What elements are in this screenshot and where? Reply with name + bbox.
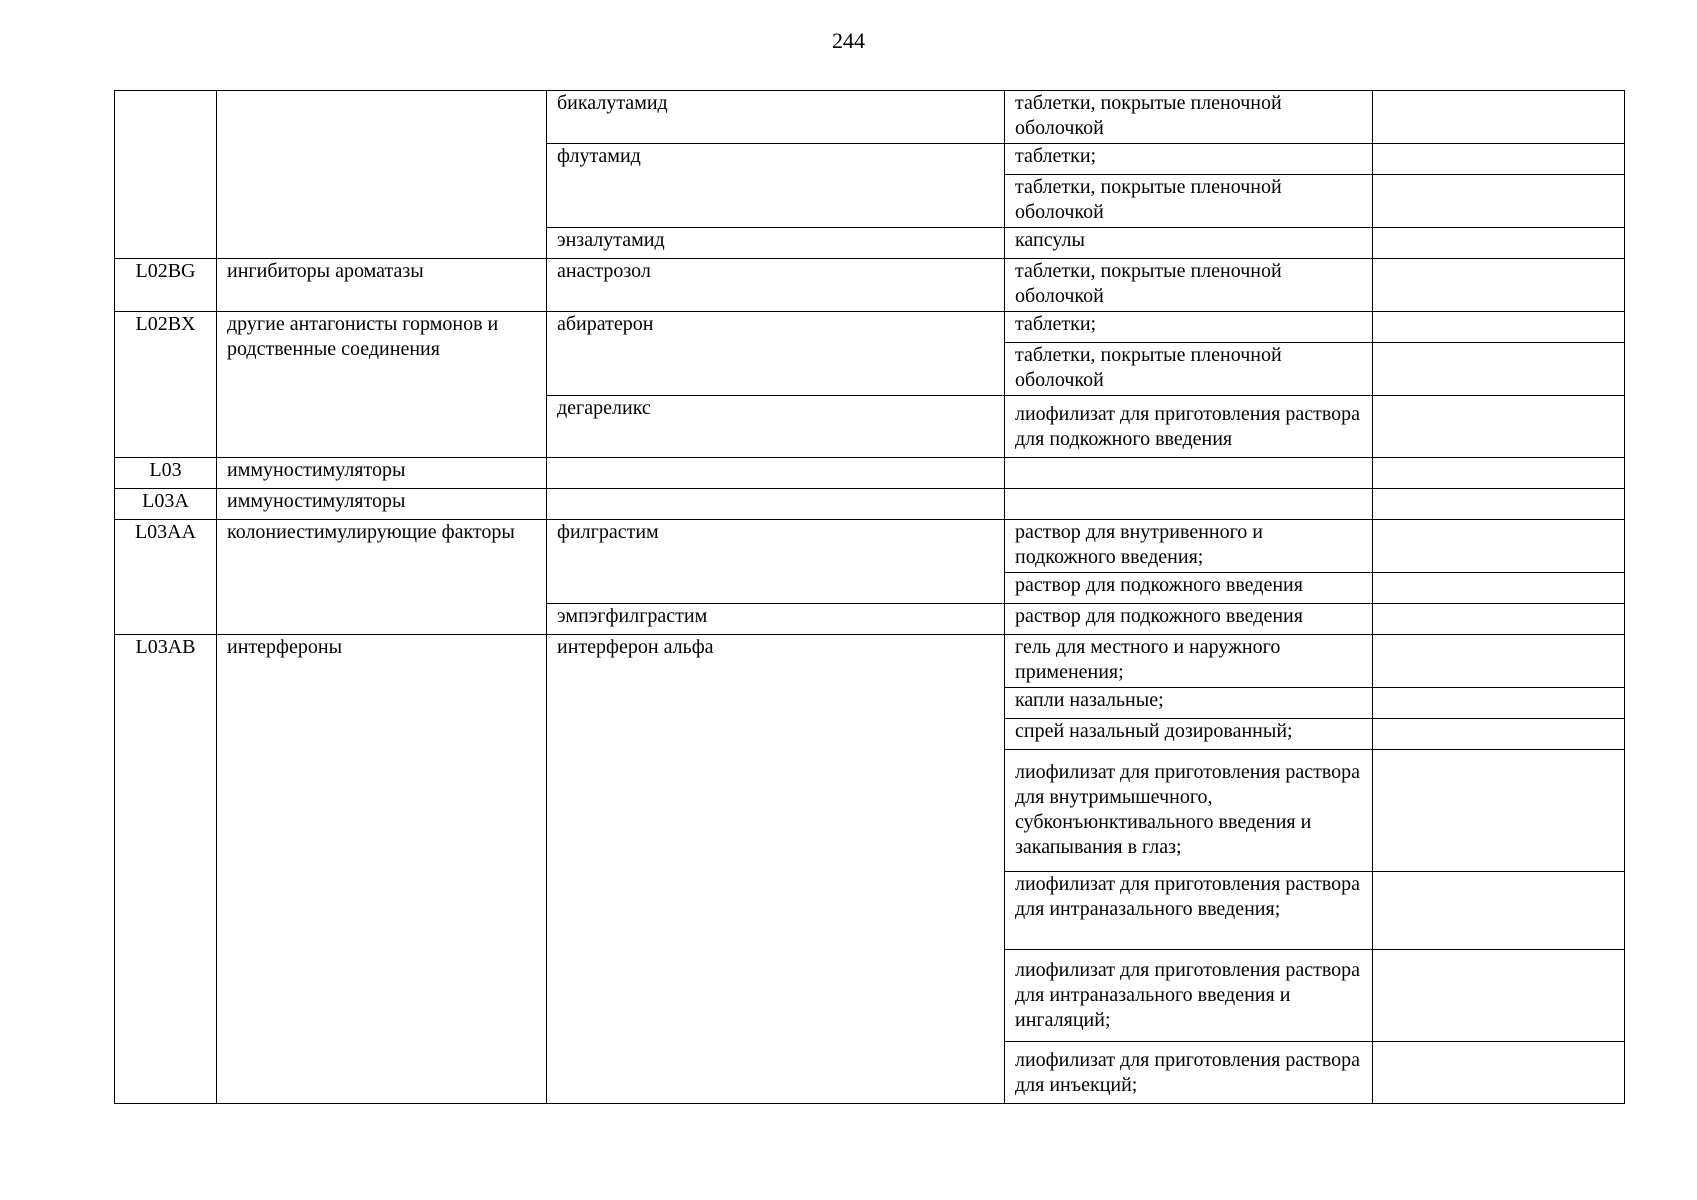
empty-cell xyxy=(1373,259,1625,312)
dosage-form-cell: лиофилизат для приготовления раствора для интраназального введения и ингаляций; xyxy=(1005,950,1373,1042)
dosage-form-cell: лиофилизат для приготовления раствора для подкожного введения xyxy=(1005,396,1373,458)
atc-code-cell: L03A xyxy=(115,489,217,520)
group-name-cell: другие антагонисты гормонов и родственные соединения xyxy=(217,312,547,458)
empty-cell xyxy=(1373,719,1625,750)
dosage-form-cell: таблетки, покрытые пленочной оболочкой xyxy=(1005,343,1373,396)
empty-cell xyxy=(1373,144,1625,175)
table-row xyxy=(115,259,1625,312)
empty-cell xyxy=(1373,872,1625,950)
empty-cell xyxy=(1373,458,1625,489)
drug-name-cell: флутамид xyxy=(547,144,1005,228)
empty-cell xyxy=(1373,950,1625,1042)
empty-cell xyxy=(1373,228,1625,259)
empty-cell xyxy=(1373,573,1625,604)
empty-cell xyxy=(1373,489,1625,520)
atc-code-cell xyxy=(115,91,217,259)
drug-name-cell: интерферон альфа xyxy=(547,635,1005,1104)
dosage-form-cell: гель для местного и наружного применения; xyxy=(1005,635,1373,688)
atc-code-cell: L03AA xyxy=(115,520,217,635)
empty-cell xyxy=(1373,604,1625,635)
dosage-form-cell: таблетки; xyxy=(1005,312,1373,343)
dosage-form-cell xyxy=(1005,489,1373,520)
table-row xyxy=(115,635,1625,688)
group-name-cell: интерфероны xyxy=(217,635,547,1104)
atc-code-cell: L03AB xyxy=(115,635,217,1104)
dosage-form-cell: капли назальные; xyxy=(1005,688,1373,719)
dosage-form-cell: таблетки; xyxy=(1005,144,1373,175)
dosage-form-cell: таблетки, покрытые пленочной оболочкой xyxy=(1005,259,1373,312)
dosage-form-cell: капсулы xyxy=(1005,228,1373,259)
group-name-cell: иммуностимуляторы xyxy=(217,489,547,520)
drug-name-cell: дегареликс xyxy=(547,396,1005,458)
table-row xyxy=(115,312,1625,343)
dosage-form-cell: раствор для подкожного введения xyxy=(1005,573,1373,604)
empty-cell xyxy=(1373,635,1625,688)
drug-name-cell: бикалутамид xyxy=(547,91,1005,144)
drug-name-cell xyxy=(547,458,1005,489)
drug-list-table xyxy=(114,90,1625,1104)
drug-name-cell xyxy=(547,489,1005,520)
empty-cell xyxy=(1373,1042,1625,1104)
drug-name-cell: энзалутамид xyxy=(547,228,1005,259)
empty-cell xyxy=(1373,688,1625,719)
empty-cell xyxy=(1373,343,1625,396)
atc-code-cell: L02BG xyxy=(115,259,217,312)
drug-name-cell: эмпэгфилграстим xyxy=(547,604,1005,635)
empty-cell xyxy=(1373,520,1625,573)
empty-cell xyxy=(1373,750,1625,872)
table-row xyxy=(115,91,1625,144)
dosage-form-cell: лиофилизат для приготовления раствора для внутримышечного, субконъюнктивального введения и закапывания в глаз; xyxy=(1005,750,1373,872)
atc-code-cell: L02BX xyxy=(115,312,217,458)
dosage-form-cell: раствор для внутривенного и подкожного введения; xyxy=(1005,520,1373,573)
group-name-cell: ингибиторы ароматазы xyxy=(217,259,547,312)
drug-name-cell: филграстим xyxy=(547,520,1005,604)
group-name-cell: иммуностимуляторы xyxy=(217,458,547,489)
empty-cell xyxy=(1373,175,1625,228)
dosage-form-cell: таблетки, покрытые пленочной оболочкой xyxy=(1005,175,1373,228)
table-row xyxy=(115,520,1625,573)
dosage-form-cell: лиофилизат для приготовления раствора для инъекций; xyxy=(1005,1042,1373,1104)
dosage-form-cell xyxy=(1005,458,1373,489)
table-row xyxy=(115,489,1625,520)
dosage-form-cell: спрей назальный дозированный; xyxy=(1005,719,1373,750)
group-name-cell: колониестимулирующие факторы xyxy=(217,520,547,635)
empty-cell xyxy=(1373,91,1625,144)
empty-cell xyxy=(1373,312,1625,343)
group-name-cell xyxy=(217,91,547,259)
atc-code-cell: L03 xyxy=(115,458,217,489)
page-number: 244 xyxy=(832,28,865,53)
dosage-form-cell: таблетки, покрытые пленочной оболочкой xyxy=(1005,91,1373,144)
dosage-form-cell: лиофилизат для приготовления раствора для интраназального введения; xyxy=(1005,872,1373,950)
drug-name-cell: абиратерон xyxy=(547,312,1005,396)
empty-cell xyxy=(1373,396,1625,458)
drug-name-cell: анастрозол xyxy=(547,259,1005,312)
dosage-form-cell: раствор для подкожного введения xyxy=(1005,604,1373,635)
table-row xyxy=(115,458,1625,489)
